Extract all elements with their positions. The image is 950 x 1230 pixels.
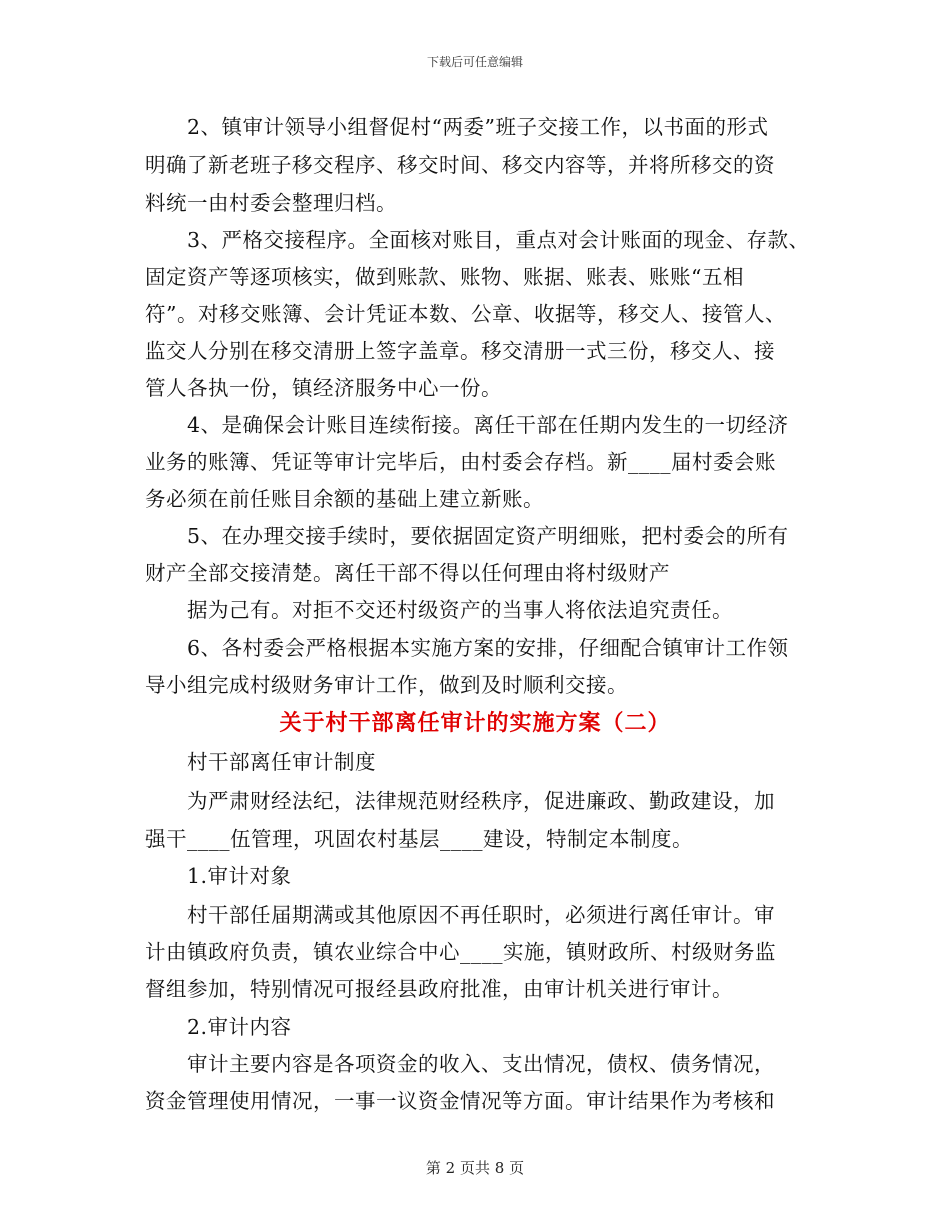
para-2-line-1: 2、镇审计领导小组督促村“两委”班子交接工作，以书面的形式 [187, 115, 769, 139]
page-header: 下载后可任意编辑 [426, 55, 523, 69]
para-3-line-3: 符”。对移交账簿、会计凭证本数、公章、收据等，移交人、接管人、 [145, 302, 786, 326]
intro-line-1: 为严肃财经法纪，法律规范财经秩序，促进廉政、勤政建设，加 [187, 789, 775, 813]
para-4-line-3: 务必须在前任账目余额的基础上建立新账。 [145, 487, 544, 511]
para-3-line-4: 监交人分别在移交清册上签字盖章。移交清册一式三份，移交人、接 [145, 339, 775, 363]
para-3-line-5: 管人各执一份，镇经济服务中心一份。 [145, 376, 502, 400]
para-6-line-1: 6、各村委会严格根据本实施方案的安排，仔细配合镇审计工作领 [187, 636, 789, 660]
item-2-line-2: 资金管理使用情况，一事一议资金情况等方面。审计结果作为考核和 [145, 1089, 775, 1113]
para-3-line-1: 3、严格交接程序。全面核对账目，重点对会计账面的现金、存款、 [187, 228, 810, 252]
item-1-line-3: 督组参加，特别情况可报经县政府批准，由审计机关进行审计。 [145, 977, 733, 1001]
para-2-line-2: 明确了新老班子移交程序、移交时间、移交内容等，并将所移交的资 [145, 153, 775, 177]
para-6-line-2: 导小组完成村级财务审计工作，做到及时顺利交接。 [145, 673, 628, 697]
item-1-title: 1.审计对象 [187, 864, 292, 888]
section-subtitle: 村干部离任审计制度 [187, 750, 376, 774]
para-2-line-3: 料统一由村委会整理归档。 [145, 191, 397, 215]
para-5-line-1: 5、在办理交接手续时，要依据固定资产明细账，把村委会的所有 [187, 524, 789, 548]
item-2-line-1: 审计主要内容是各项资金的收入、支出情况，债权、债务情况， [187, 1052, 775, 1076]
page-footer: 第 2 页共 8 页 [425, 1159, 525, 1177]
item-1-line-2: 计由镇政府负责，镇农业综合中心____实施，镇财政所、村级财务监 [145, 940, 776, 964]
para-5-line-3: 据为己有。对拒不交还村级资产的当事人将依法追究责任。 [187, 598, 733, 622]
para-5-line-2: 财产全部交接清楚。离任干部不得以任何理由将村级财产 [145, 561, 670, 585]
intro-line-2: 强干____伍管理，巩固农村基层____建设，特制定本制度。 [145, 827, 693, 851]
para-4-line-2: 业务的账簿、凭证等审计完毕后，由村委会存档。新____届村委会账 [145, 450, 776, 474]
para-3-line-2: 固定资产等逐项核实，做到账款、账物、账据、账表、账账“五相 [145, 265, 744, 289]
item-1-line-1: 村干部任届期满或其他原因不再任职时，必须进行离任审计。审 [187, 903, 775, 927]
section-heading: 关于村干部离任审计的实施方案（二） [279, 710, 671, 736]
item-2-title: 2.审计内容 [187, 1015, 292, 1039]
para-4-line-1: 4、是确保会计账目连续衔接。离任干部在任期内发生的一切经济 [187, 413, 789, 437]
